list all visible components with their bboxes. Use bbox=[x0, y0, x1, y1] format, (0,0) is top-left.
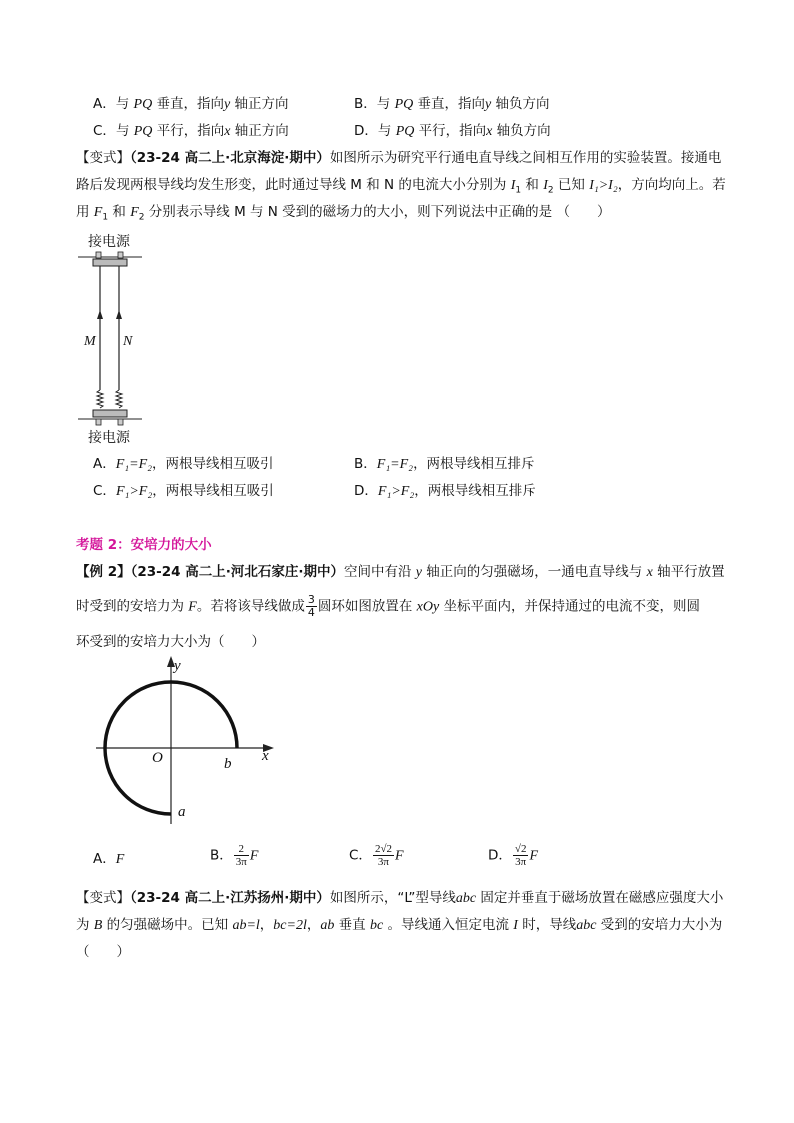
option-d-fraction: $\frac{√2}{3\pi}$ bbox=[514, 843, 527, 868]
topic2-heading: 考题 2：安培力的大小 bbox=[76, 537, 212, 553]
example2-option-d: D． $\frac{√2}{3\pi}$ F bbox=[488, 843, 539, 868]
variant1-option-a: A．F₁=F₂，两根导线相互吸引 bbox=[93, 456, 274, 472]
point-a-label: a bbox=[178, 804, 186, 820]
option-c-fraction: $\frac{2√2}{3\pi}$ bbox=[374, 843, 392, 868]
example2-line1: 【例 2】（23-24 高二上·河北石家庄·期中）空间中有沿 y 轴正向的匀强磁场，一通电直导线与 x 轴平行放置 bbox=[76, 564, 725, 580]
example2-option-b: B． $\frac{2}{3\pi}$ F bbox=[210, 843, 259, 868]
option-b-fraction: $\frac{2}{3\pi}$ bbox=[235, 843, 247, 868]
wire-m-label: M bbox=[84, 334, 96, 349]
figure-bottom-label: 接电源 bbox=[88, 430, 130, 446]
q1-option-c: C．与 PQ 平行，指向x 轴正方向 bbox=[93, 123, 289, 139]
variant1-line1: 【变式】（23-24 高二上·北京海淀·期中）如图所示为研究平行通电直导线之间相互作用的实验装置。接通电 bbox=[76, 150, 722, 166]
example2-option-c: C． $\frac{2√2}{3\pi}$ F bbox=[349, 843, 404, 868]
x-axis-label: x bbox=[262, 748, 269, 764]
q1-option-d: D．与 PQ 平行，指向x 轴负方向 bbox=[354, 123, 551, 139]
variant2-line2: 为 B 的匀强磁场中。已知 ab=l，bc=2l，ab 垂直 bc 。导线通入恒定电流 I 时，导线abc 受到的安培力大小为 bbox=[76, 917, 723, 933]
example2-line2: 时受到的安培力为 F。若将该导线做成 $\frac{3}{4}$ 圆环如图放置在 xOy 坐标平面内，并保持通过的电流不变，则圆 bbox=[76, 593, 700, 619]
y-axis-label: y bbox=[174, 658, 181, 674]
ring-diagram bbox=[96, 656, 286, 826]
origin-label: O bbox=[152, 750, 163, 766]
parallel-wires-figure bbox=[78, 230, 158, 450]
example2-option-a: A．F bbox=[93, 851, 125, 867]
ring-figure bbox=[96, 656, 286, 826]
q1-option-a: A．与 PQ 垂直，指向y 轴正方向 bbox=[93, 96, 289, 112]
example2-line3: 环受到的安培力大小为（ ） bbox=[76, 634, 265, 650]
q1-option-b: B．与 PQ 垂直，指向y 轴负方向 bbox=[354, 96, 550, 112]
three-quarters-fraction: $\frac{3}{4}$ bbox=[307, 593, 315, 619]
wire-n-label: N bbox=[123, 334, 133, 349]
variant1-line2: 路后发现两根导线均发生形变，此时通过导线 M 和 N 的电流大小分别为 $I_1$ 和 $I_2$ 已知 I₁>I₂，方向均向上。若 bbox=[76, 177, 726, 196]
point-b-label: b bbox=[224, 756, 232, 772]
variant1-option-c: C．F₁>F₂，两根导线相互吸引 bbox=[93, 483, 274, 499]
variant2-line3: （ ） bbox=[76, 944, 130, 960]
variant1-option-d: D．F₁>F₂，两根导线相互排斥 bbox=[354, 483, 536, 499]
variant2-line1: 【变式】（23-24 高二上·江苏扬州·期中）如图所示，“L”型导线abc 固定并垂直于磁场放置在磁感应强度大小 bbox=[76, 890, 724, 906]
variant1-line3: 用 $F_1$ 和 $F_2$ 分别表示导线 M 与 N 受到的磁场力的大小，则下列说法中正确的是 （ ） bbox=[76, 204, 611, 223]
figure-top-label: 接电源 bbox=[88, 234, 130, 250]
variant1-option-b: B．F₁=F₂，两根导线相互排斥 bbox=[354, 456, 535, 472]
